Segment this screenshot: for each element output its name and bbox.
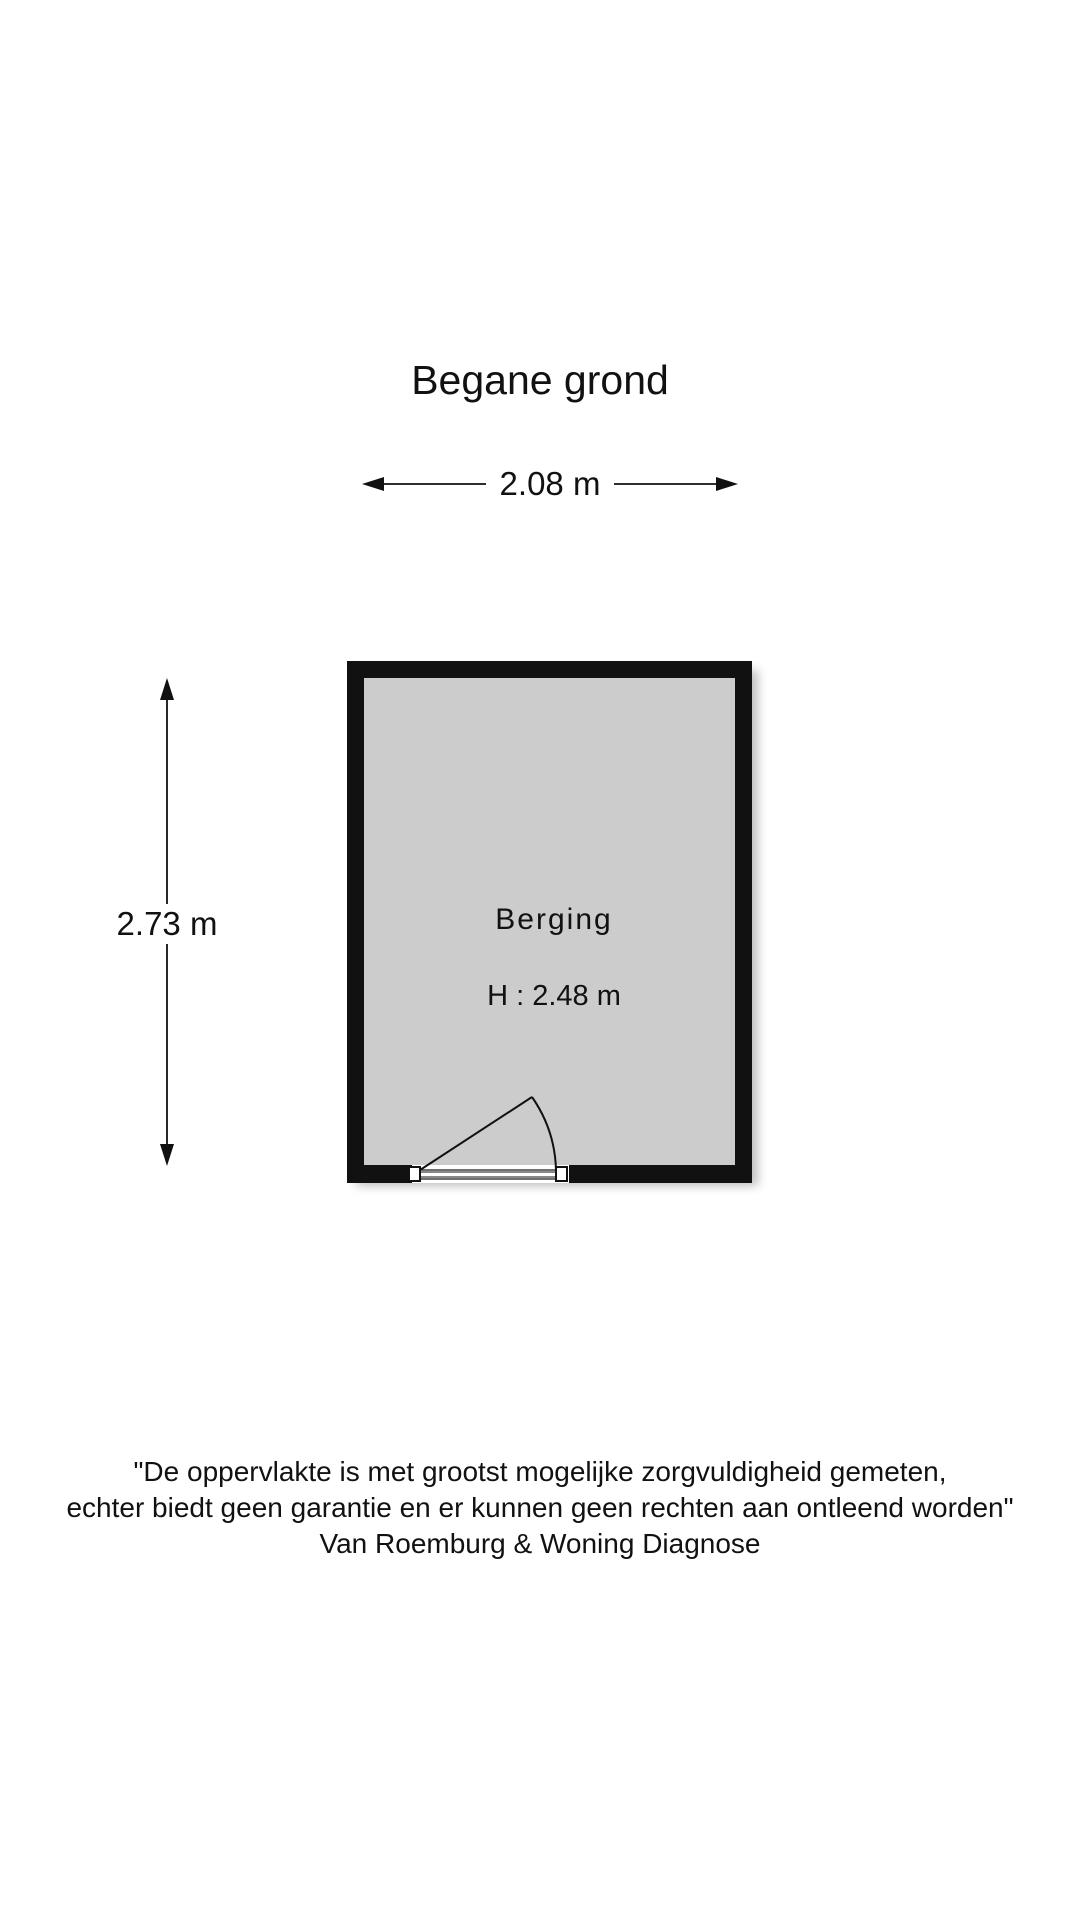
room-name: Berging [495,903,613,936]
door-threshold [420,1170,561,1179]
height-dimension-label: 2.73 m [100,904,234,944]
disclaimer-line-3: Van Roemburg & Woning Diagnose [319,1528,761,1559]
arrow-up-icon [160,678,174,700]
arrow-left-icon [362,477,384,491]
room-height-label: H : 2.48 m [487,980,621,1012]
arrow-down-icon [160,1144,174,1166]
disclaimer-line-1: "De oppervlakte is met grootst mogelijke zorgvuldigheid gemeten, [133,1456,947,1487]
disclaimer [0,1454,1080,1562]
arrow-right-icon [716,477,738,491]
floor-title: Begane grond [411,357,669,403]
disclaimer-line-2: echter biedt geen garantie en er kunnen geen rechten aan ontleend worden" [66,1492,1014,1523]
width-dimension-label: 2.08 m [486,464,614,504]
door-jamb-right [556,1167,567,1181]
door-jamb-left [409,1167,420,1181]
